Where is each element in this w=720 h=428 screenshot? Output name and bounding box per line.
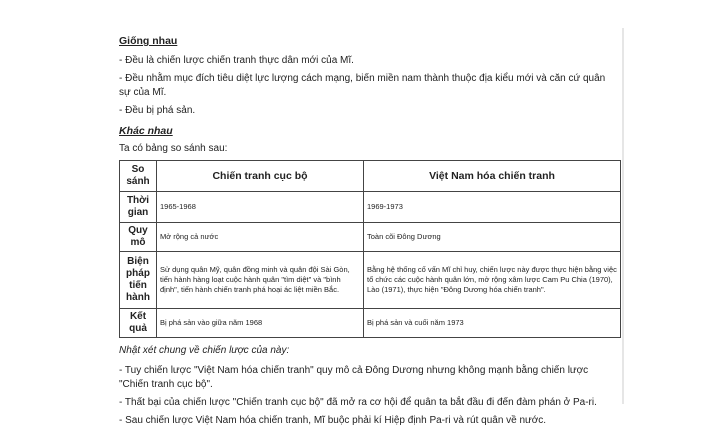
header-label: So sánh	[120, 161, 157, 192]
row-col1: 1965-1968	[157, 192, 364, 223]
table-row	[120, 309, 621, 338]
similar-line-2: - Đều nhằm mục đích tiêu diệt lực lượng cách mạng, biến miền nam thành thuộc địa kiểu mới và căn cứ quân sự của Mĩ.	[119, 73, 606, 98]
comparison-table	[119, 160, 621, 338]
table-intro: Ta có bảng so sánh sau:	[119, 143, 228, 154]
table-row	[120, 223, 621, 252]
page-edge-shadow	[622, 28, 624, 404]
row-label: Quy mô	[120, 223, 157, 252]
row-col1: Sử dụng quân Mỹ, quân đồng minh và quân đội Sài Gòn, tiến hành hàng loạt cuộc hành quân "tìm diệt" và "bình định", tiến hành chiến tranh phá hoại ác liệt miền Bắc.	[157, 252, 364, 309]
row-col2: Toàn cõi Đông Dương	[364, 223, 621, 252]
remark-line-2: - Thất bại của chiến lược "Chiến tranh cục bộ" đã mở ra cơ hội để quân ta bắt đầu đi đến đàm phán ở Pa-ri.	[119, 397, 597, 408]
different-heading: Khác nhau	[119, 125, 173, 137]
row-col2: 1969-1973	[364, 192, 621, 223]
remark-line-3: - Sau chiến lược Việt Nam hóa chiến tranh, Mĩ buộc phải kí Hiệp định Pa-ri và rút quân về nước.	[119, 415, 547, 426]
similar-line-3: - Đều bị phá sản.	[119, 105, 196, 116]
row-label: Kết quả	[120, 309, 157, 338]
header-col1: Chiến tranh cục bộ	[157, 161, 364, 192]
row-col2: Bằng hệ thống cố vấn Mĩ chỉ huy, chiến lược này được thực hiện bằng việc tổ chức các cuộc hành quân lớn, mở rộng xâm lược Cam Pu Chia (1970), Lào (1971), thực hiện "Đông Dương hóa chiến tranh".	[364, 252, 621, 309]
table-header-row	[120, 161, 621, 192]
row-col1: Bị phá sản vào giữa năm 1968	[157, 309, 364, 338]
remarks-heading: Nhật xét chung về chiến lược của này:	[119, 345, 290, 356]
row-col2: Bị phá sản và cuối năm 1973	[364, 309, 621, 338]
header-col2: Việt Nam hóa chiến tranh	[364, 161, 621, 192]
remark-line-1: - Tuy chiến lược "Việt Nam hóa chiến tranh" quy mô cả Đông Dương nhưng không mạnh bằng chiến lược "Chiến tranh cục bộ".	[119, 365, 589, 390]
row-label: Thời gian	[120, 192, 157, 223]
table-row	[120, 192, 621, 223]
row-label: Biện pháp tiến hành	[120, 252, 157, 309]
similar-heading: Giống nhau	[119, 35, 178, 47]
document-content	[119, 34, 619, 428]
table-row	[120, 252, 621, 309]
row-col1: Mở rộng cả nước	[157, 223, 364, 252]
similar-line-1: - Đều là chiến lược chiến tranh thực dân mới của Mĩ.	[119, 55, 354, 66]
